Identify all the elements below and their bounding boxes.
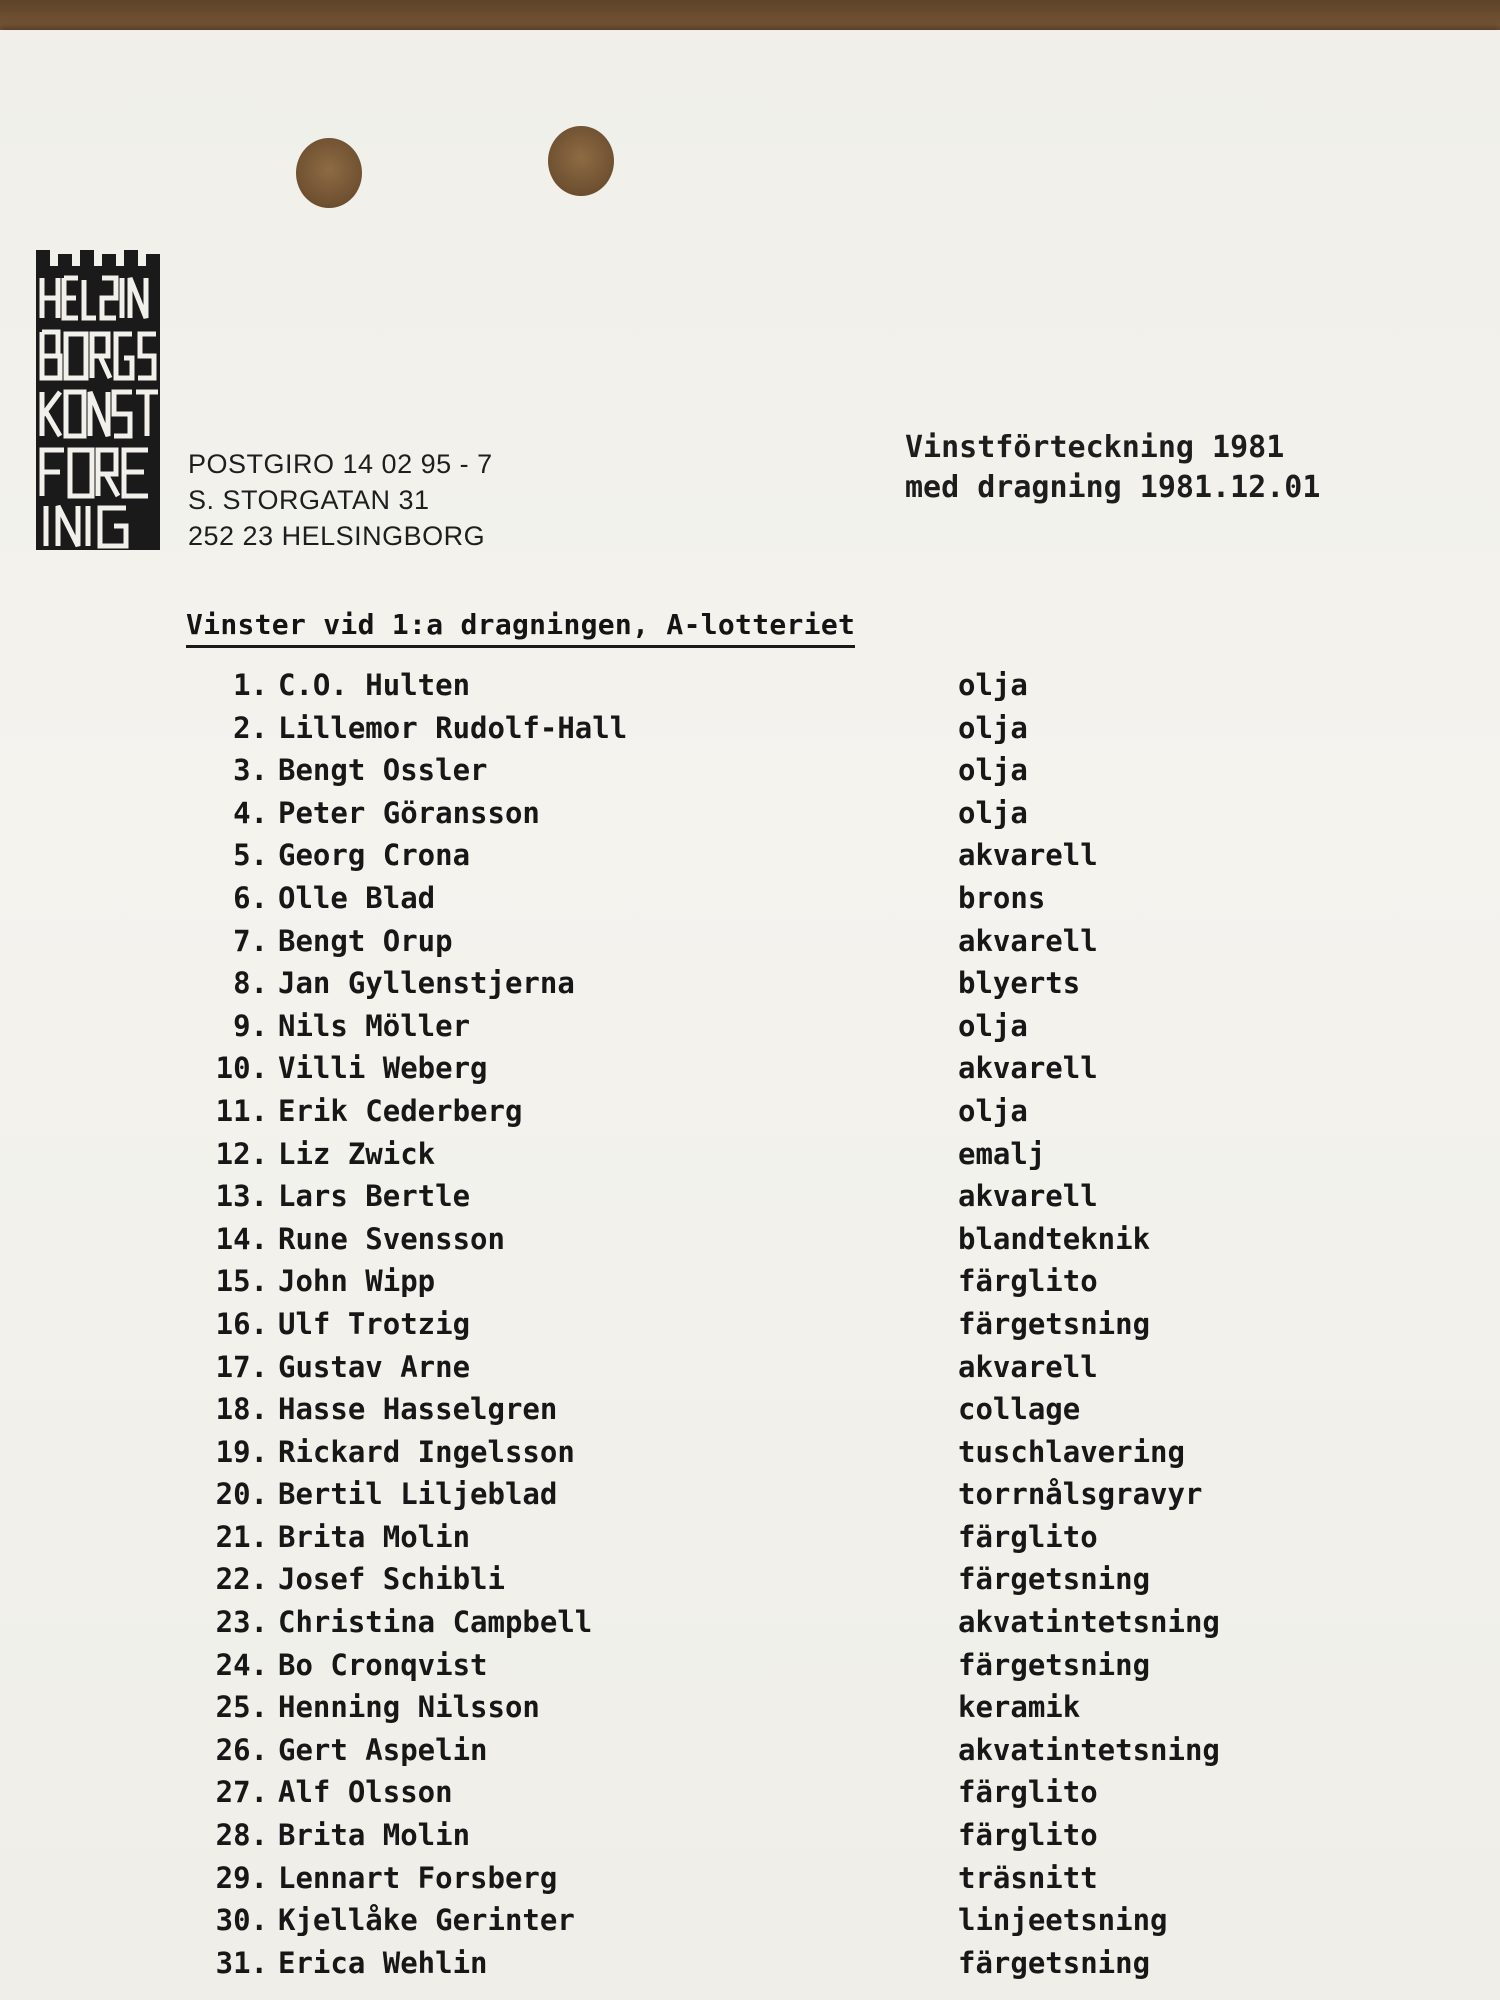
- winner-artist-name: Olle Blad: [278, 880, 436, 915]
- winner-technique: olja: [958, 795, 1028, 830]
- winner-row: [186, 1477, 1386, 1520]
- punch-hole: [296, 138, 362, 208]
- section-title: Vinster vid 1:a dragningen, A-lotteriet: [186, 608, 855, 648]
- winner-technique: collage: [958, 1392, 1081, 1427]
- winner-artist-name: Bengt Orup: [278, 923, 453, 958]
- winner-row: [186, 1946, 1386, 1989]
- winner-row: [186, 1264, 1386, 1307]
- winner-row: [186, 1222, 1386, 1265]
- winner-technique: färglito: [958, 1775, 1098, 1810]
- winner-row: [186, 1861, 1386, 1904]
- winner-technique: olja: [958, 1008, 1028, 1043]
- organization-address: [188, 446, 493, 554]
- winner-artist-name: Nils Möller: [278, 1008, 471, 1043]
- punch-hole: [548, 126, 614, 196]
- winner-number: 16.: [215, 1306, 268, 1341]
- winner-row: [186, 1094, 1386, 1137]
- winner-row: [186, 1562, 1386, 1605]
- winner-technique: olja: [958, 668, 1028, 702]
- winner-artist-name: Gert Aspelin: [278, 1732, 488, 1767]
- organization-logo: [36, 250, 160, 550]
- winner-row: [186, 1179, 1386, 1222]
- winner-technique: brons: [958, 880, 1046, 915]
- winner-row: [186, 1009, 1386, 1052]
- winner-number: 31.: [215, 1945, 268, 1980]
- winner-row: [186, 1435, 1386, 1478]
- winner-row: [186, 1051, 1386, 1094]
- winner-technique: akvatintetsning: [958, 1732, 1220, 1767]
- winner-number: 24.: [215, 1647, 268, 1682]
- winner-row: [186, 1903, 1386, 1946]
- winner-row: [186, 1733, 1386, 1776]
- winner-row: [186, 1605, 1386, 1648]
- winner-artist-name: Bo Cronqvist: [278, 1647, 488, 1682]
- winner-row: [186, 1818, 1386, 1861]
- winner-artist-name: Ulf Trotzig: [278, 1306, 471, 1341]
- winner-number: 13.: [215, 1179, 268, 1214]
- winner-number: 20.: [215, 1477, 268, 1512]
- winner-number: 10.: [215, 1051, 268, 1086]
- winner-row: [186, 1350, 1386, 1393]
- winner-list: [186, 668, 1386, 1988]
- winner-technique: färglito: [958, 1519, 1098, 1554]
- winner-technique: akvarell: [958, 838, 1098, 873]
- winner-number: 22.: [215, 1562, 268, 1597]
- winner-row: [186, 711, 1386, 754]
- winner-number: 27.: [215, 1775, 268, 1810]
- winner-artist-name: Rune Svensson: [278, 1221, 505, 1256]
- winner-number: 14.: [215, 1221, 268, 1256]
- winner-artist-name: Rickard Ingelsson: [278, 1434, 575, 1469]
- winner-row: [186, 924, 1386, 967]
- address-line-city: 252 23 HELSINGBORG: [188, 521, 486, 551]
- winner-row: [186, 1775, 1386, 1818]
- winner-artist-name: Kjellåke Gerinter: [278, 1903, 575, 1938]
- winner-number: 8.: [233, 966, 268, 1001]
- winner-artist-name: Bengt Ossler: [278, 753, 488, 788]
- winner-technique: olja: [958, 710, 1028, 745]
- winner-row: [186, 796, 1386, 839]
- winner-artist-name: Villi Weberg: [278, 1051, 488, 1086]
- winner-number: 23.: [215, 1605, 268, 1640]
- winner-artist-name: Georg Crona: [278, 838, 471, 873]
- winner-artist-name: Christina Campbell: [278, 1605, 593, 1640]
- winner-artist-name: Jan Gyllenstjerna: [278, 966, 575, 1001]
- winner-artist-name: Lars Bertle: [278, 1179, 471, 1214]
- winner-row: [186, 1648, 1386, 1691]
- winner-technique: akvatintetsning: [958, 1605, 1220, 1640]
- winner-row: [186, 1137, 1386, 1180]
- winner-number: 9.: [233, 1008, 268, 1043]
- heading-line-title: Vinstförteckning 1981: [905, 430, 1285, 465]
- winner-artist-name: Alf Olsson: [278, 1775, 453, 1810]
- winner-artist-name: C.O. Hulten: [278, 668, 471, 702]
- winner-technique: akvarell: [958, 1179, 1098, 1214]
- winner-row: [186, 1520, 1386, 1563]
- winner-number: 28.: [215, 1818, 268, 1853]
- winner-artist-name: Brita Molin: [278, 1519, 471, 1554]
- winner-artist-name: John Wipp: [278, 1264, 436, 1299]
- winner-artist-name: Josef Schibli: [278, 1562, 505, 1597]
- winner-number: 19.: [215, 1434, 268, 1469]
- winner-row: [186, 1307, 1386, 1350]
- address-line-street: S. STORGATAN 31: [188, 485, 430, 515]
- winner-technique: torrnålsgravyr: [958, 1477, 1203, 1512]
- winner-technique: akvarell: [958, 923, 1098, 958]
- winner-artist-name: Erik Cederberg: [278, 1093, 523, 1128]
- address-line-postgiro: POSTGIRO 14 02 95 - 7: [188, 449, 493, 479]
- winner-technique: olja: [958, 753, 1028, 788]
- winner-technique: färglito: [958, 1818, 1098, 1853]
- winner-artist-name: Brita Molin: [278, 1818, 471, 1853]
- winner-row: [186, 1392, 1386, 1435]
- heading-line-date: med dragning 1981.12.01: [905, 470, 1321, 505]
- winner-technique: färglito: [958, 1264, 1098, 1299]
- winner-artist-name: Erica Wehlin: [278, 1945, 488, 1980]
- winner-number: 25.: [215, 1690, 268, 1725]
- winner-row: [186, 1690, 1386, 1733]
- winner-number: 12.: [215, 1136, 268, 1171]
- winner-number: 26.: [215, 1732, 268, 1767]
- winner-technique: akvarell: [958, 1051, 1098, 1086]
- winner-row: [186, 838, 1386, 881]
- winner-technique: emalj: [958, 1136, 1046, 1171]
- winner-number: 18.: [215, 1392, 268, 1427]
- winner-technique: färgetsning: [958, 1562, 1151, 1597]
- winner-number: 15.: [215, 1264, 268, 1299]
- winner-row: [186, 668, 1386, 711]
- winner-artist-name: Gustav Arne: [278, 1349, 471, 1384]
- winner-technique: linjeetsning: [958, 1903, 1168, 1938]
- winner-row: [186, 881, 1386, 924]
- winner-number: 3.: [233, 753, 268, 788]
- winner-row: [186, 753, 1386, 796]
- winner-technique: akvarell: [958, 1349, 1098, 1384]
- winner-number: 17.: [215, 1349, 268, 1384]
- winner-number: 21.: [215, 1519, 268, 1554]
- winner-artist-name: Henning Nilsson: [278, 1690, 540, 1725]
- winner-number: 4.: [233, 795, 268, 830]
- winner-technique: träsnitt: [958, 1860, 1098, 1895]
- winner-artist-name: Lennart Forsberg: [278, 1860, 558, 1895]
- winner-technique: blyerts: [958, 966, 1081, 1001]
- winner-technique: blandteknik: [958, 1221, 1151, 1256]
- winner-technique: keramik: [958, 1690, 1081, 1725]
- winner-artist-name: Peter Göransson: [278, 795, 540, 830]
- winner-technique: färgetsning: [958, 1945, 1151, 1980]
- winner-artist-name: Bertil Liljeblad: [278, 1477, 558, 1512]
- winner-technique: färgetsning: [958, 1647, 1151, 1682]
- winner-number: 6.: [233, 880, 268, 915]
- winner-number: 29.: [215, 1860, 268, 1895]
- winner-number: 2.: [233, 710, 268, 745]
- winner-number: 5.: [233, 838, 268, 873]
- winner-artist-name: Liz Zwick: [278, 1136, 436, 1171]
- winner-artist-name: Hasse Hasselgren: [278, 1392, 558, 1427]
- winner-technique: olja: [958, 1093, 1028, 1128]
- winner-technique: tuschlavering: [958, 1434, 1185, 1469]
- document-heading: [905, 428, 1320, 508]
- winner-artist-name: Lillemor Rudolf-Hall: [278, 710, 628, 745]
- winner-number: 7.: [233, 923, 268, 958]
- winner-row: [186, 966, 1386, 1009]
- winner-technique: färgetsning: [958, 1306, 1151, 1341]
- winner-number: 30.: [215, 1903, 268, 1938]
- winner-number: 11.: [215, 1093, 268, 1128]
- winner-number: 1.: [233, 668, 268, 702]
